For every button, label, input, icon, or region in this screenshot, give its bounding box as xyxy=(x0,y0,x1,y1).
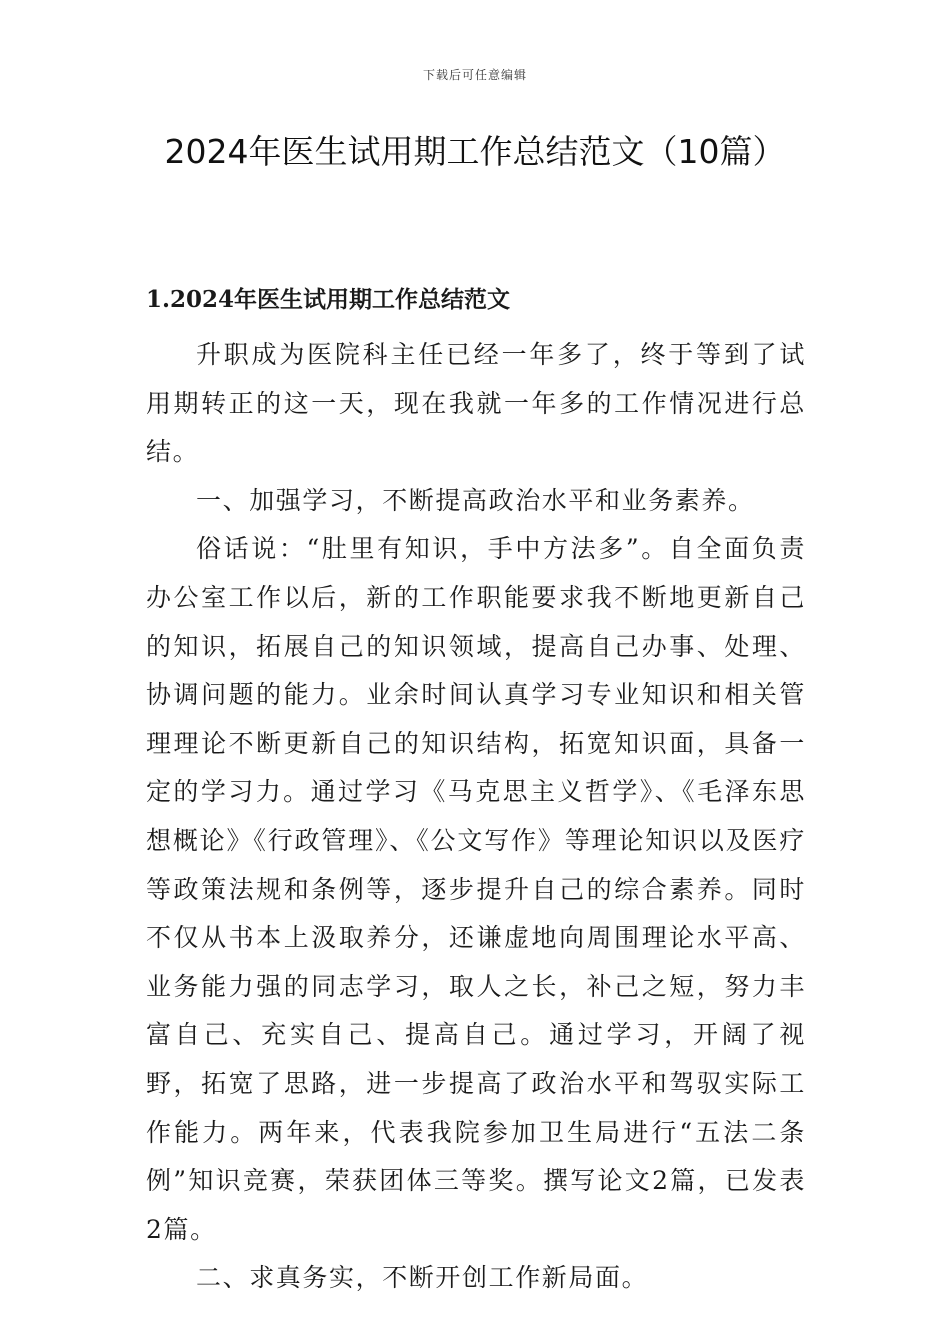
document-body xyxy=(146,331,806,1303)
header-note: 下载后可任意编辑 xyxy=(422,68,527,82)
paragraph-study: 俗话说：“肚里有知识，手中方法多”。自全面负责办公室工作以后，新的工作职能要求我不断地更新自己的知识，拓展自己的知识领域，提高自己办事、处理、协调问题的能力。业余时间认真学习专业知识和相关管理理论不断更新自己的知识结构，拓宽知识面，具备一定的学习力。通过学习《马克思主义哲学》、《毛泽东思想概论》《行政管理》、《公文写作》等理论知识以及医疗等政策法规和条例等，逐步提升自己的综合素养。同时不仅从书本上汲取养分，还谦虚地向周围理论水平高、业务能力强的同志学习，取人之长，补己之短，努力丰富自己、充实自己、提高自己。通过学习，开阔了视野，拓宽了思路，进一步提高了政治水平和驾驭实际工作能力。两年来，代表我院参加卫生局进行“五法二条例”知识竞赛，荣获团体三等奖。撰写论文2篇，已发表2篇。 xyxy=(146,534,806,1244)
paragraph-point-one: 一、加强学习，不断提高政治水平和业务素养。 xyxy=(196,485,755,515)
section-heading: 1.2024年医生试用期工作总结范文 xyxy=(146,286,511,313)
paragraph-intro: 升职成为医院科主任已经一年多了，终于等到了试用期转正的这一天，现在我就一年多的工作情况进行总结。 xyxy=(146,340,806,467)
paragraph-point-two: 二、求真务实，不断开创工作新局面。 xyxy=(196,1263,649,1293)
document-title: 2024年医生试用期工作总结范文（10篇） xyxy=(164,132,786,171)
